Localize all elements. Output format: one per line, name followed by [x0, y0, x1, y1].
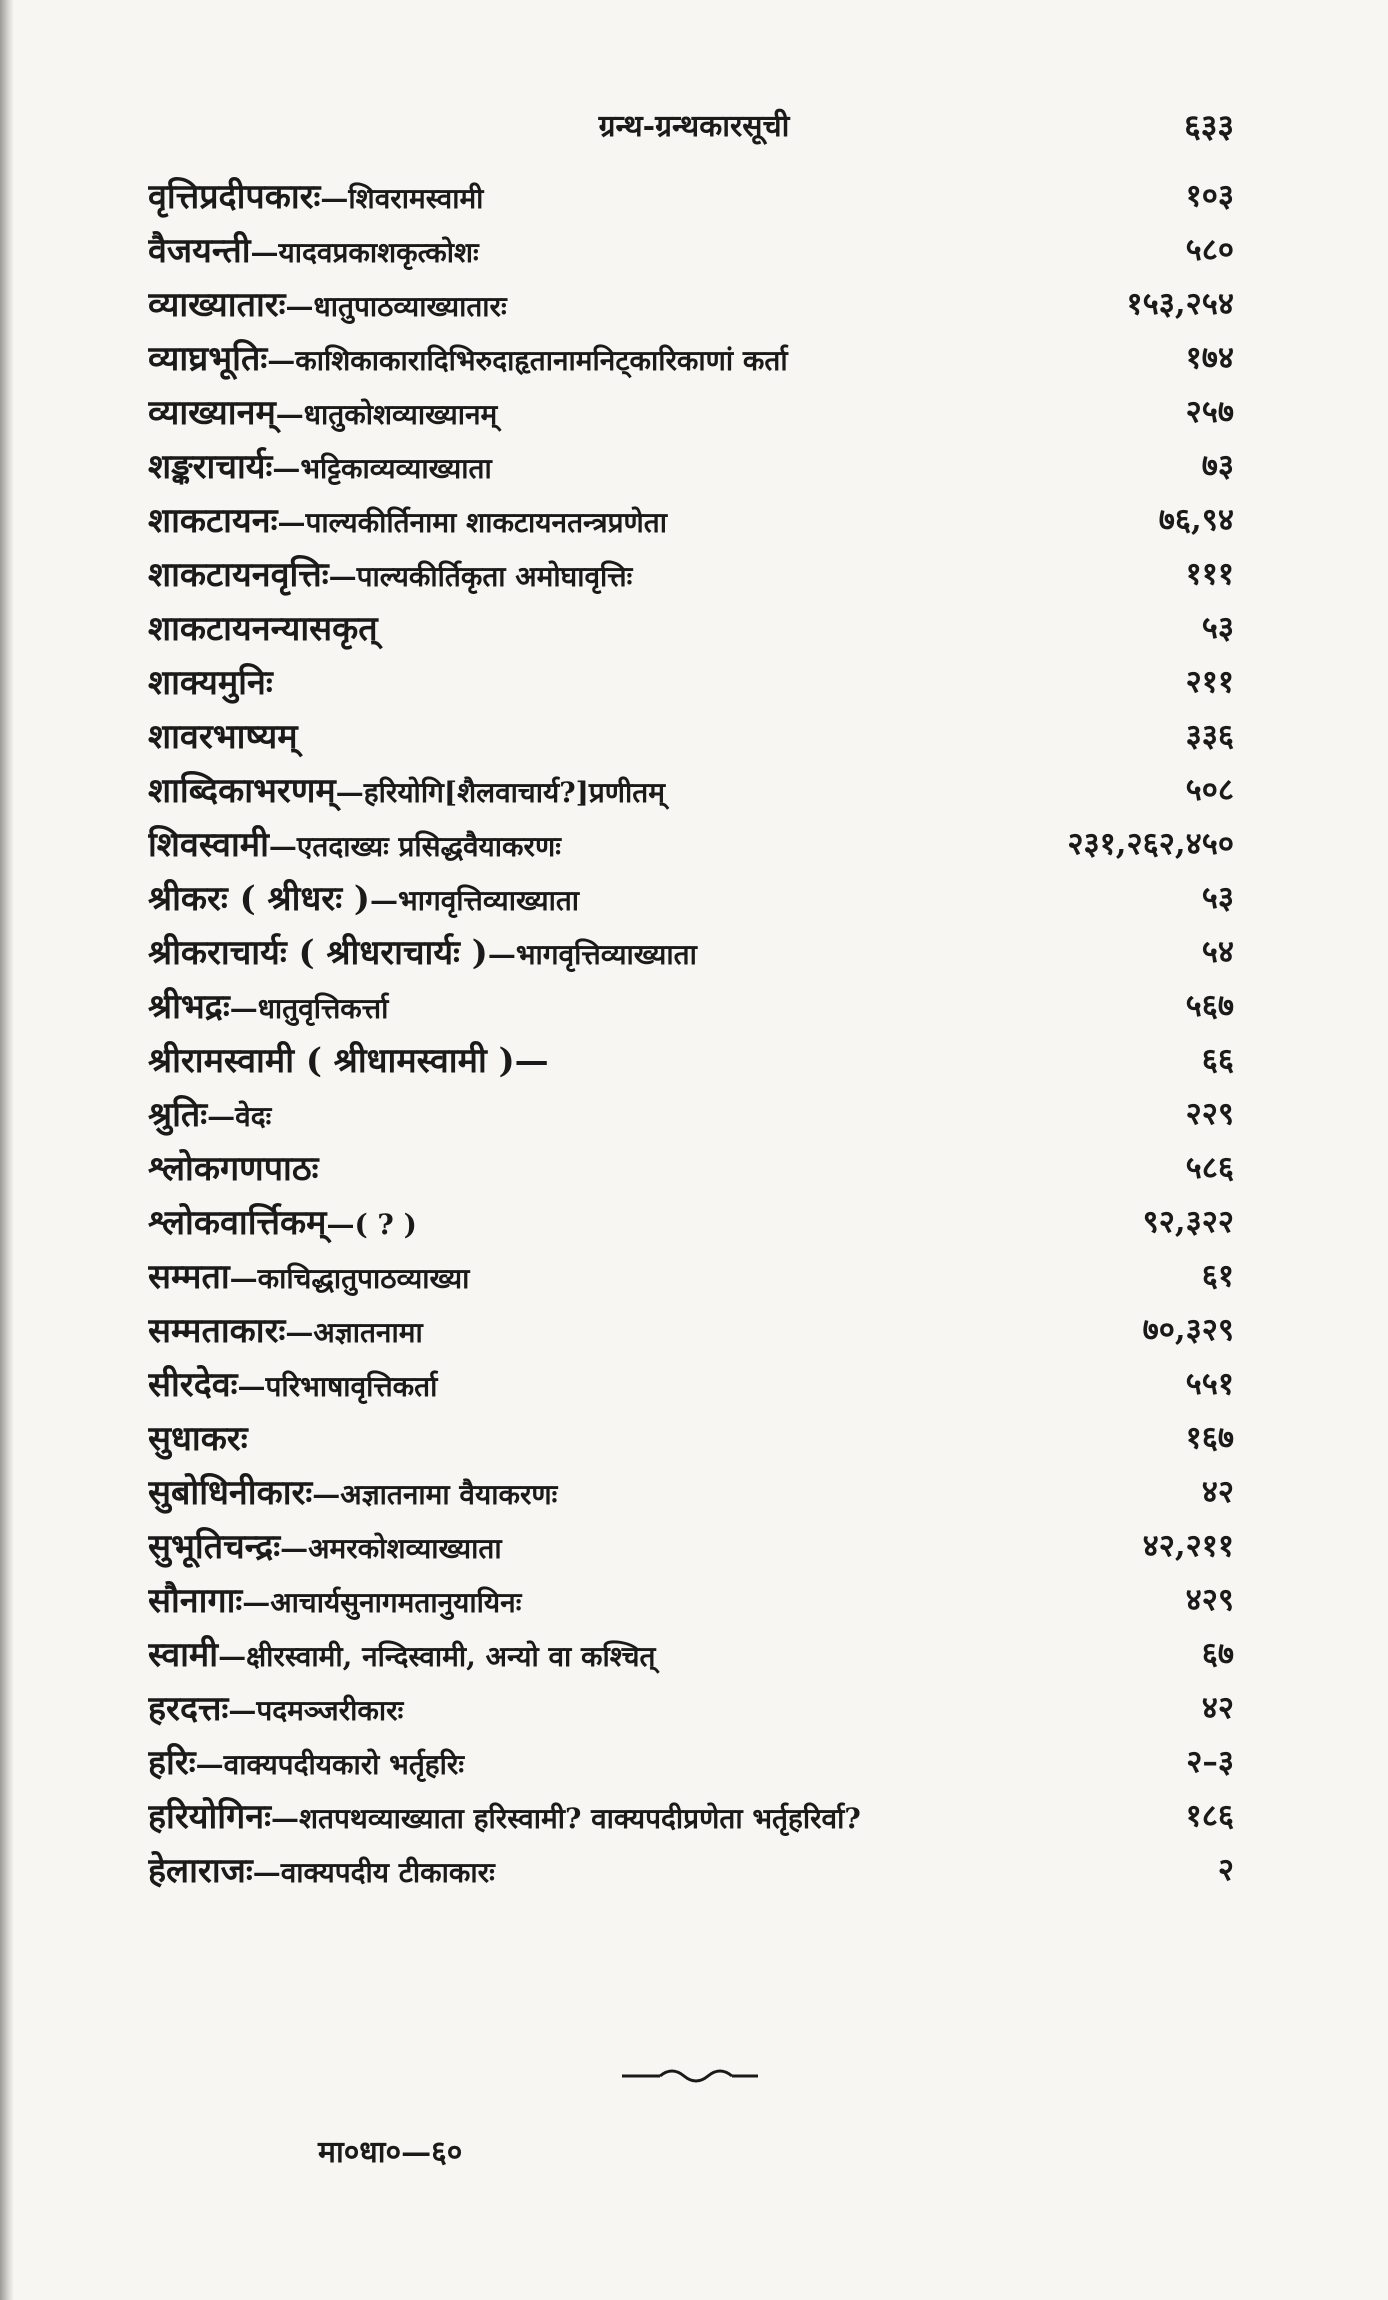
- entry-page-refs: ६७: [1201, 1636, 1234, 1672]
- entry-headword: व्याघ्रभूतिः: [148, 339, 268, 379]
- entry-gloss: —शतपथव्याख्याता हरिस्वामी? वाक्यपदीप्रणेता भर्तृहरिर्वा?: [270, 1802, 861, 1835]
- entry-text: [148, 1738, 1168, 1784]
- entry-text: [148, 1414, 1168, 1460]
- entry-page-refs: १११: [1185, 556, 1234, 592]
- entry-text: [148, 442, 1184, 488]
- index-entry: [148, 222, 1240, 276]
- entry-page-refs: ५६७: [1185, 988, 1234, 1024]
- page-header: [148, 96, 1240, 156]
- index-entry: [148, 1032, 1240, 1086]
- entry-text: [148, 658, 1168, 704]
- entry-gloss: —वाक्यपदीयकारो भर्तृहरिः: [195, 1748, 465, 1781]
- index-entry: [148, 168, 1240, 222]
- entry-page-refs: ३३६: [1185, 718, 1234, 754]
- entry-text: [148, 766, 1168, 812]
- entry-page-refs: ५३: [1201, 610, 1234, 646]
- entry-headword: स्वामी: [148, 1635, 219, 1675]
- entry-text: [148, 1198, 1125, 1244]
- entry-gloss: —यादवप्रकाशकृत्कोशः: [250, 236, 479, 269]
- index-entry: [148, 978, 1240, 1032]
- printer-signature-mark: मा०धा०—६०: [318, 2135, 463, 2170]
- entry-gloss: —काशिकाकारादिभिरुदाहृतानामनिट्कारिकाणां कर्ता: [267, 344, 788, 377]
- entry-gloss: —अज्ञातनामा वैयाकरणः: [312, 1478, 558, 1511]
- entry-text: [148, 982, 1168, 1028]
- index-entry: [148, 1356, 1240, 1410]
- entry-gloss: —परिभाषावृत्तिकर्ता: [237, 1370, 438, 1403]
- entry-gloss: —क्षीरस्वामी, नन्दिस्वामी, अन्यो वा कश्चित्: [218, 1640, 656, 1673]
- entry-page-refs: ५५१: [1185, 1366, 1234, 1402]
- index-entry: [148, 1572, 1240, 1626]
- entry-headword: शङ्कराचार्यः: [148, 447, 273, 487]
- entry-text: [148, 1468, 1184, 1514]
- entry-page-refs: ५३: [1201, 880, 1234, 916]
- entry-gloss: —पदमञ्जरीकारः: [228, 1694, 404, 1727]
- entry-page-refs: ६६: [1201, 1042, 1234, 1078]
- index-entry: [148, 492, 1240, 546]
- entry-headword: श्रुतिः: [148, 1095, 208, 1135]
- entry-text: [148, 1360, 1168, 1406]
- entry-gloss: —वेदः: [207, 1100, 272, 1133]
- entry-page-refs: २११: [1185, 664, 1234, 700]
- entry-gloss: —काचिद्धातुपाठव्याख्या: [229, 1262, 470, 1295]
- index-entry: [148, 762, 1240, 816]
- entry-gloss: —धातुपाठव्याख्यातारः: [285, 290, 507, 323]
- entry-gloss: —अज्ञातनामा: [285, 1316, 423, 1349]
- page-number: ६३३: [1184, 107, 1234, 145]
- entry-headword: श्रीरामस्वामी ( श्रीधामस्वामी )—: [148, 1041, 549, 1081]
- entry-text: [148, 1306, 1125, 1352]
- entry-headword: शाक्यमुनिः: [148, 663, 273, 703]
- entry-headword: सुधाकरः: [148, 1419, 248, 1459]
- entry-text: [148, 1846, 1200, 1892]
- entry-headword: सुबोधिनीकारः: [148, 1473, 313, 1513]
- entry-text: [148, 280, 1108, 326]
- entry-gloss: —धातुकोशव्याख्यानम्: [275, 398, 498, 431]
- entry-text: [148, 1252, 1184, 1298]
- index-entry: [148, 870, 1240, 924]
- entry-headword: शाकटायनवृत्तिः: [148, 555, 329, 595]
- entry-page-refs: १०३: [1185, 178, 1234, 214]
- index-entry: [148, 1680, 1240, 1734]
- index-entry: [148, 1518, 1240, 1572]
- entry-headword: वृत्तिप्रदीपकारः: [148, 177, 321, 217]
- end-ornament: [620, 2064, 760, 2088]
- entry-headword: शाकटायनः: [148, 501, 278, 541]
- entry-headword: श्रीभद्रः: [148, 987, 230, 1027]
- entry-text: [148, 1792, 1168, 1838]
- entry-gloss: —धातुवृत्तिकर्त्ता: [229, 992, 389, 1025]
- entry-page-refs: ५८६: [1185, 1150, 1234, 1186]
- entry-headword: हरियोगिनः: [148, 1797, 271, 1837]
- entry-gloss: —शिवरामस्वामी: [320, 182, 484, 215]
- entry-text: [148, 1144, 1168, 1190]
- entry-page-refs: २३१,२६२,४५०: [1067, 826, 1234, 862]
- entry-page-refs: ४२: [1201, 1690, 1234, 1726]
- entry-gloss: —पाल्यकीर्तिकृता अमोघावृत्तिः: [328, 560, 633, 593]
- entry-text: [148, 172, 1168, 218]
- running-title: ग्रन्थ-ग्रन्थकारसूची: [598, 109, 790, 144]
- entry-page-refs: २: [1217, 1852, 1234, 1888]
- entry-page-refs: ४२,२११: [1142, 1528, 1234, 1564]
- entry-text: [148, 874, 1184, 920]
- entry-page-refs: २–३: [1186, 1744, 1234, 1780]
- entry-headword: हरदत्तः: [148, 1689, 229, 1729]
- index-entry: [148, 438, 1240, 492]
- entry-page-refs: ४२: [1201, 1474, 1234, 1510]
- index-entry-list: [148, 168, 1240, 1896]
- entry-gloss: —एतदाख्यः प्रसिद्धवैयाकरणः: [268, 830, 561, 863]
- entry-text: [148, 388, 1168, 434]
- index-entry: [148, 276, 1240, 330]
- index-entry: [148, 1086, 1240, 1140]
- entry-page-refs: ७०,३२९: [1142, 1312, 1234, 1348]
- index-entry: [148, 1464, 1240, 1518]
- page-binding-edge: [0, 0, 14, 2300]
- entry-headword: श्लोकवार्त्तिकम्: [148, 1203, 327, 1243]
- index-entry: [148, 708, 1240, 762]
- index-entry: [148, 1842, 1240, 1896]
- index-entry: [148, 384, 1240, 438]
- index-entry: [148, 1410, 1240, 1464]
- entry-text: [148, 550, 1168, 596]
- entry-text: [148, 712, 1168, 758]
- entry-gloss: —भट्टिकाव्यव्याख्याता: [272, 452, 492, 485]
- entry-text: [148, 1090, 1168, 1136]
- entry-page-refs: ७३: [1201, 448, 1234, 484]
- index-entry: [148, 816, 1240, 870]
- index-entry: [148, 546, 1240, 600]
- entry-gloss: —वाक्यपदीय टीकाकारः: [252, 1856, 495, 1889]
- entry-headword: सीरदेवः: [148, 1365, 238, 1405]
- index-entry: [148, 330, 1240, 384]
- entry-text: [148, 1522, 1125, 1568]
- entry-gloss: —भागवृत्तिव्याख्याता: [370, 884, 580, 917]
- entry-text: [148, 1576, 1168, 1622]
- index-entry: [148, 924, 1240, 978]
- entry-headword: श्रीकराचार्यः ( श्रीधराचार्यः ): [148, 933, 488, 973]
- entry-gloss: —आचार्यसुनागमतानुयायिनः: [242, 1586, 522, 1619]
- entry-headword: सुभूतिचन्द्रः: [148, 1527, 281, 1567]
- entry-text: [148, 334, 1168, 380]
- entry-page-refs: ४२९: [1185, 1582, 1234, 1618]
- index-entry: [148, 1302, 1240, 1356]
- entry-headword: शाब्दिकाभरणम्: [148, 771, 336, 811]
- entry-text: [148, 928, 1184, 974]
- entry-headword: श्रीकरः ( श्रीधरः ): [148, 879, 371, 919]
- entry-page-refs: ५०८: [1185, 772, 1234, 808]
- entry-gloss: —हरियोगि[शैलवाचार्य?]प्रणीतम्: [335, 776, 665, 809]
- entry-text: [148, 1630, 1184, 1676]
- index-entry: [148, 600, 1240, 654]
- entry-gloss: —( ? ): [326, 1208, 417, 1241]
- entry-headword: सम्मता: [148, 1257, 230, 1297]
- index-entry: [148, 1626, 1240, 1680]
- index-entry: [148, 1788, 1240, 1842]
- entry-text: [148, 226, 1168, 272]
- entry-gloss: —अमरकोशव्याख्याता: [280, 1532, 502, 1565]
- entry-headword: शाकटायनन्यासकृत्: [148, 609, 378, 649]
- entry-page-refs: १६७: [1185, 1420, 1234, 1456]
- entry-page-refs: १५३,२५४: [1126, 286, 1234, 322]
- entry-headword: व्याख्यातारः: [148, 285, 286, 325]
- entry-page-refs: १७४: [1185, 340, 1234, 376]
- entry-page-refs: १८६: [1185, 1798, 1234, 1834]
- entry-text: [148, 1036, 1184, 1082]
- entry-page-refs: ६१: [1201, 1258, 1234, 1294]
- entry-page-refs: ५४: [1201, 934, 1234, 970]
- entry-headword: शिवस्वामी: [148, 825, 269, 865]
- entry-page-refs: २५७: [1185, 394, 1234, 430]
- entry-headword: व्याख्यानम्: [148, 393, 276, 433]
- entry-headword: शावरभाष्यम्: [148, 717, 298, 757]
- entry-headword: सौनागाः: [148, 1581, 243, 1621]
- index-entry: [148, 1248, 1240, 1302]
- entry-headword: वैजयन्ती: [148, 231, 251, 271]
- entry-text: [148, 496, 1141, 542]
- entry-gloss: —भागवृत्तिव्याख्याता: [487, 938, 697, 971]
- entry-headword: हरिः: [148, 1743, 196, 1783]
- entry-headword: हेलाराजः: [148, 1851, 253, 1891]
- index-entry: [148, 1734, 1240, 1788]
- index-entry: [148, 654, 1240, 708]
- index-entry: [148, 1194, 1240, 1248]
- entry-headword: श्लोकगणपाठः: [148, 1149, 319, 1189]
- entry-page-refs: ९२,३२२: [1142, 1204, 1234, 1240]
- entry-page-refs: २२९: [1185, 1096, 1234, 1132]
- entry-headword: सम्मताकारः: [148, 1311, 286, 1351]
- index-entry: [148, 1140, 1240, 1194]
- entry-page-refs: ५८०: [1185, 232, 1234, 268]
- entry-text: [148, 604, 1184, 650]
- entry-page-refs: ७६,९४: [1158, 502, 1234, 538]
- entry-gloss: —पाल्यकीर्तिनामा शाकटायनतन्त्रप्रणेता: [277, 506, 667, 539]
- entry-text: [148, 820, 1049, 866]
- entry-text: [148, 1684, 1184, 1730]
